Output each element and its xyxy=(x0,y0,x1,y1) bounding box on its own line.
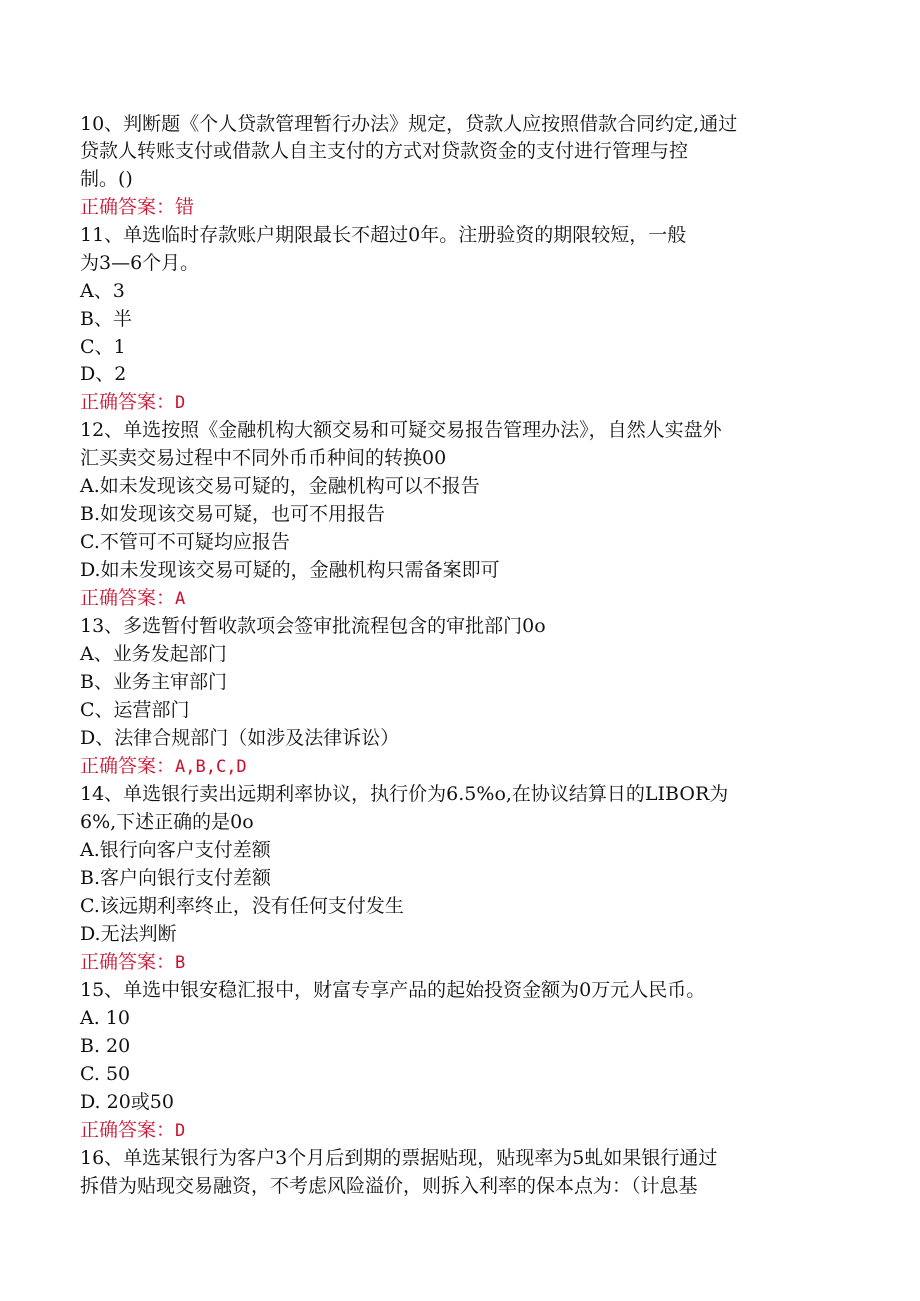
option-13-a: A、业务发起部门 xyxy=(80,643,227,665)
option-15-c: C. 50 xyxy=(80,1063,131,1085)
question-10-line-1: 10、判断题《个人贷款管理暂行办法》规定，贷款人应按照借款合同约定,通过 xyxy=(80,113,738,135)
option-11-a: A、3 xyxy=(80,280,125,302)
answer-value: A,B,C,D xyxy=(175,757,247,777)
answer-value: 错 xyxy=(175,196,195,218)
answer-11 xyxy=(80,389,840,416)
option-15-b: B. 20 xyxy=(80,1035,131,1057)
answer-value: A xyxy=(175,589,186,609)
option-11-d: D、2 xyxy=(80,363,127,385)
question-14-line-2: 6%,下述正确的是0o xyxy=(80,811,254,833)
answer-14 xyxy=(80,949,840,976)
answer-value: B xyxy=(175,953,186,973)
option-12-c: C.不管可不可疑均应报告 xyxy=(80,531,290,553)
option-14-c: C.该远期利率终止，没有任何支付发生 xyxy=(80,895,404,917)
question-14-line-1: 14、单选银行卖出远期利率协议，执行价为6.5%o,在协议结算日的LIBOR为 xyxy=(80,783,729,805)
question-13-line-1: 13、多选暂付暂收款项会签审批流程包含的审批部门0o xyxy=(80,615,546,637)
option-12-b: B.如发现该交易可疑，也可不用报告 xyxy=(80,503,386,525)
question-10-line-2: 贷款人转账支付或借款人自主支付的方式对贷款资金的支付进行管理与控 xyxy=(80,140,689,162)
answer-label: 正确答案： xyxy=(80,196,176,218)
option-12-d: D.如未发现该交易可疑的，金融机构只需备案即可 xyxy=(80,559,500,581)
question-16-line-1: 16、单选某银行为客户3个月后到期的票据贴现，贴现率为5虬如果银行通过 xyxy=(80,1147,718,1169)
answer-10 xyxy=(80,194,840,220)
option-11-b: B、半 xyxy=(80,308,132,330)
option-14-a: A.银行向客户支付差额 xyxy=(80,839,271,861)
question-12-line-2: 汇买卖交易过程中不同外币币种间的转换00 xyxy=(80,447,447,469)
question-11-line-1: 11、单选临时存款账户期限最长不超过0年。注册验资的期限较短，一般 xyxy=(80,224,687,246)
answer-value: D xyxy=(175,393,186,413)
option-15-a: A. 10 xyxy=(80,1007,130,1029)
option-14-d: D.无法判断 xyxy=(80,923,177,945)
answer-value: D xyxy=(175,1121,186,1141)
answer-15 xyxy=(80,1117,840,1144)
option-13-c: C、运营部门 xyxy=(80,699,190,721)
answer-label: 正确答案： xyxy=(80,1119,176,1141)
option-13-b: B、业务主审部门 xyxy=(80,671,227,693)
option-14-b: B.客户向银行支付差额 xyxy=(80,867,272,889)
option-11-c: C、1 xyxy=(80,336,126,358)
question-16-line-2: 拆借为贴现交易融资，不考虑风险溢价，则拆入利率的保本点为：（计息基 xyxy=(80,1175,698,1197)
question-10-line-3: 制。() xyxy=(80,168,133,190)
option-13-d: D、法律合规部门（如涉及法律诉讼） xyxy=(80,727,400,749)
option-15-d: D. 20或50 xyxy=(80,1091,174,1113)
answer-13 xyxy=(80,753,840,780)
answer-label: 正确答案： xyxy=(80,391,176,413)
answer-label: 正确答案： xyxy=(80,951,176,973)
answer-12 xyxy=(80,585,840,612)
option-12-a: A.如未发现该交易可疑的，金融机构可以不报告 xyxy=(80,475,480,497)
answer-label: 正确答案： xyxy=(80,755,176,777)
question-12-line-1: 12、单选按照《金融机构大额交易和可疑交易报告管理办法》，自然人实盘外 xyxy=(80,419,722,441)
question-11-line-2: 为3—6个月。 xyxy=(80,252,200,274)
question-15-line-1: 15、单选中银安稳汇报中，财富专享产品的起始投资金额为0万元人民币。 xyxy=(80,979,706,1001)
answer-label: 正确答案： xyxy=(80,587,176,609)
